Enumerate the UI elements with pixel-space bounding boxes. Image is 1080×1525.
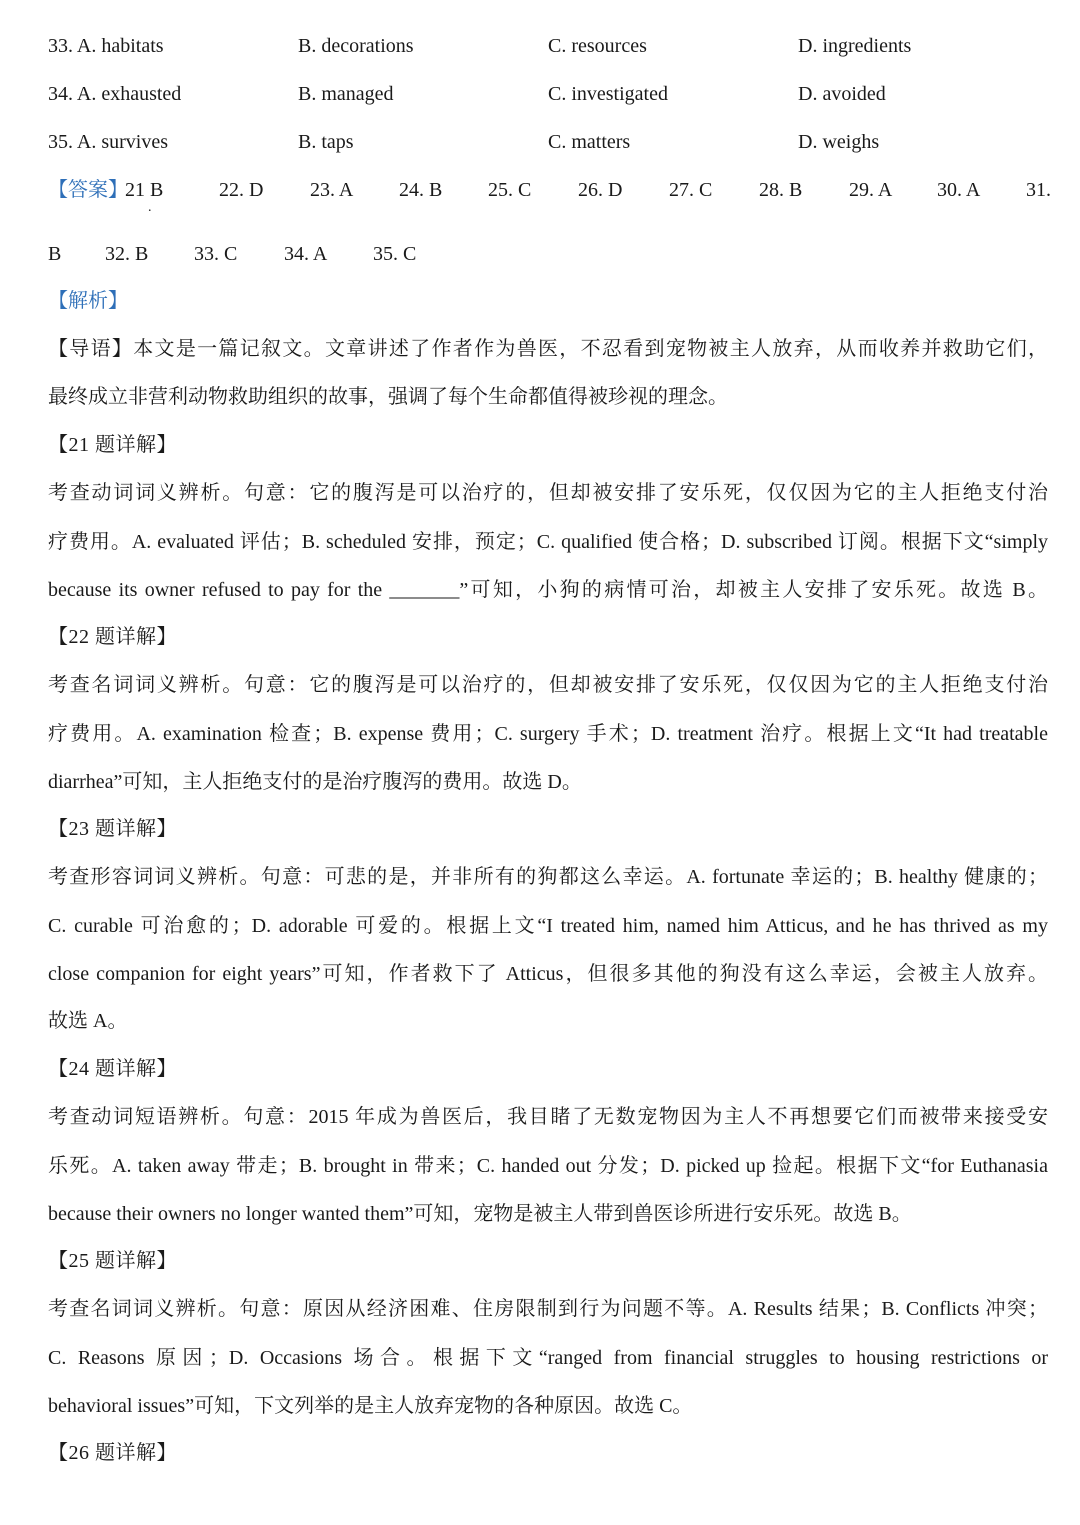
- intro-line: 最终成立非营利动物救助组织的故事，强调了每个生命都值得被珍视的理念。: [48, 386, 728, 408]
- answer-item: 24. B: [399, 179, 443, 201]
- answer-item: 23. A: [310, 179, 354, 201]
- answer-item: 29. A: [849, 179, 893, 201]
- explanation-line: 考查名词词义辨析。句意：它的腹泻是可以治疗的，但却被安排了安乐死，仅仅因为它的主人拒绝支付治: [48, 674, 1048, 696]
- analysis-label: 【解析】: [48, 290, 128, 312]
- explanation-line: 故选 A。: [48, 1010, 128, 1032]
- option-row-35: [48, 118, 1048, 166]
- answer-key-row-continued: [48, 230, 1048, 278]
- option-c: C. resources: [548, 35, 647, 57]
- section-heading-24: 【24 题详解】: [48, 1058, 177, 1080]
- option-b: B. decorations: [298, 35, 414, 57]
- answer-item: 28. B: [759, 179, 803, 201]
- option-d: D. ingredients: [798, 35, 912, 57]
- answer-item: 22. D: [219, 179, 264, 201]
- section-heading-23: 【23 题详解】: [48, 818, 177, 840]
- explanation-line: C. Reasons 原因；D. Occasions 场合。根据下文“ranged from financial struggles to housing restrictions or: [48, 1347, 1048, 1369]
- section-heading-22: 【22 题详解】: [48, 626, 177, 648]
- option-a: 33. A. habitats: [48, 35, 164, 57]
- option-row-34: [48, 70, 1048, 118]
- option-b: B. managed: [298, 83, 394, 105]
- option-d: D. weighs: [798, 131, 880, 153]
- section-heading-26: 【26 题详解】: [48, 1442, 177, 1464]
- explanation-line: 考查动词短语辨析。句意：2015 年成为兽医后，我目睹了无数宠物因为主人不再想要它们而被带来接受安: [48, 1106, 1048, 1128]
- explanation-line: 考查名词词义辨析。句意：原因从经济困难、住房限制到行为问题不等。A. Results 结果；B. Conflicts 冲突；: [48, 1298, 1048, 1320]
- explanation-line: because their owners no longer wanted them”可知，宠物是被主人带到兽医诊所进行安乐死。故选 B。: [48, 1203, 912, 1225]
- answer-item: 33. C: [194, 243, 238, 265]
- answer-item: 35. C: [373, 243, 417, 265]
- explanation-line: because its owner refused to pay for the _______”可知，小狗的病情可治，却被主人安排了安乐死。故选 B。: [48, 579, 1048, 601]
- option-a: 34. A. exhausted: [48, 83, 182, 105]
- answer-dot: .: [148, 200, 152, 215]
- option-c: C. investigated: [548, 83, 668, 105]
- answer-item: 27. C: [669, 179, 713, 201]
- section-heading-21: 【21 题详解】: [48, 434, 177, 456]
- explanation-line: 乐死。A. taken away 带走；B. brought in 带来；C. handed out 分发；D. picked up 捡起。根据下文“for Euthanasia: [48, 1155, 1048, 1177]
- answer-item: 21 B: [125, 179, 164, 201]
- section-heading-25: 【25 题详解】: [48, 1250, 177, 1272]
- option-row-33: [48, 22, 1048, 70]
- explanation-line: close companion for eight years”可知，作者救下了 Atticus，但很多其他的狗没有这么幸运，会被主人放弃。: [48, 963, 1048, 985]
- explanation-line: 疗费用。A. examination 检查；B. expense 费用；C. surgery 手术；D. treatment 治疗。根据上文“It had treatable: [48, 723, 1048, 745]
- answer-key-row: [48, 166, 1051, 215]
- explanation-line: diarrhea”可知，主人拒绝支付的是治疗腹泻的费用。故选 D。: [48, 771, 582, 793]
- answer-item: 31.: [1026, 179, 1051, 201]
- option-d: D. avoided: [798, 83, 886, 105]
- answer-item: 25. C: [488, 179, 532, 201]
- option-c: C. matters: [548, 131, 631, 153]
- answer-item: 34. A: [284, 243, 328, 265]
- option-b: B. taps: [298, 131, 354, 153]
- explanation-line: 考查动词词义辨析。句意：它的腹泻是可以治疗的，但却被安排了安乐死，仅仅因为它的主人拒绝支付治: [48, 482, 1048, 504]
- answer-item: 32. B: [105, 243, 149, 265]
- answer-label: 【答案】: [48, 179, 128, 201]
- answer-item: 26. D: [578, 179, 623, 201]
- explanation-line: 疗费用。A. evaluated 评估；B. scheduled 安排，预定；C. qualified 使合格；D. subscribed 订阅。根据下文“simply: [48, 531, 1048, 553]
- explanation-line: behavioral issues”可知，下文列举的是主人放弃宠物的各种原因。故选 C。: [48, 1395, 693, 1417]
- option-a: 35. A. survives: [48, 131, 168, 153]
- answer-item: 30. A: [937, 179, 981, 201]
- explanation-line: C. curable 可治愈的；D. adorable 可爱的。根据上文“I treated him, named him Atticus, and he has thrived as my: [48, 915, 1048, 937]
- explanation-line: 考查形容词词义辨析。句意：可悲的是，并非所有的狗都这么幸运。A. fortunate 幸运的；B. healthy 健康的；: [48, 866, 1048, 888]
- answer-item: B: [48, 243, 62, 265]
- intro-line: 【导语】本文是一篇记叙文。文章讲述了作者作为兽医，不忍看到宠物被主人放弃，从而收养并救助它们，: [48, 338, 1048, 360]
